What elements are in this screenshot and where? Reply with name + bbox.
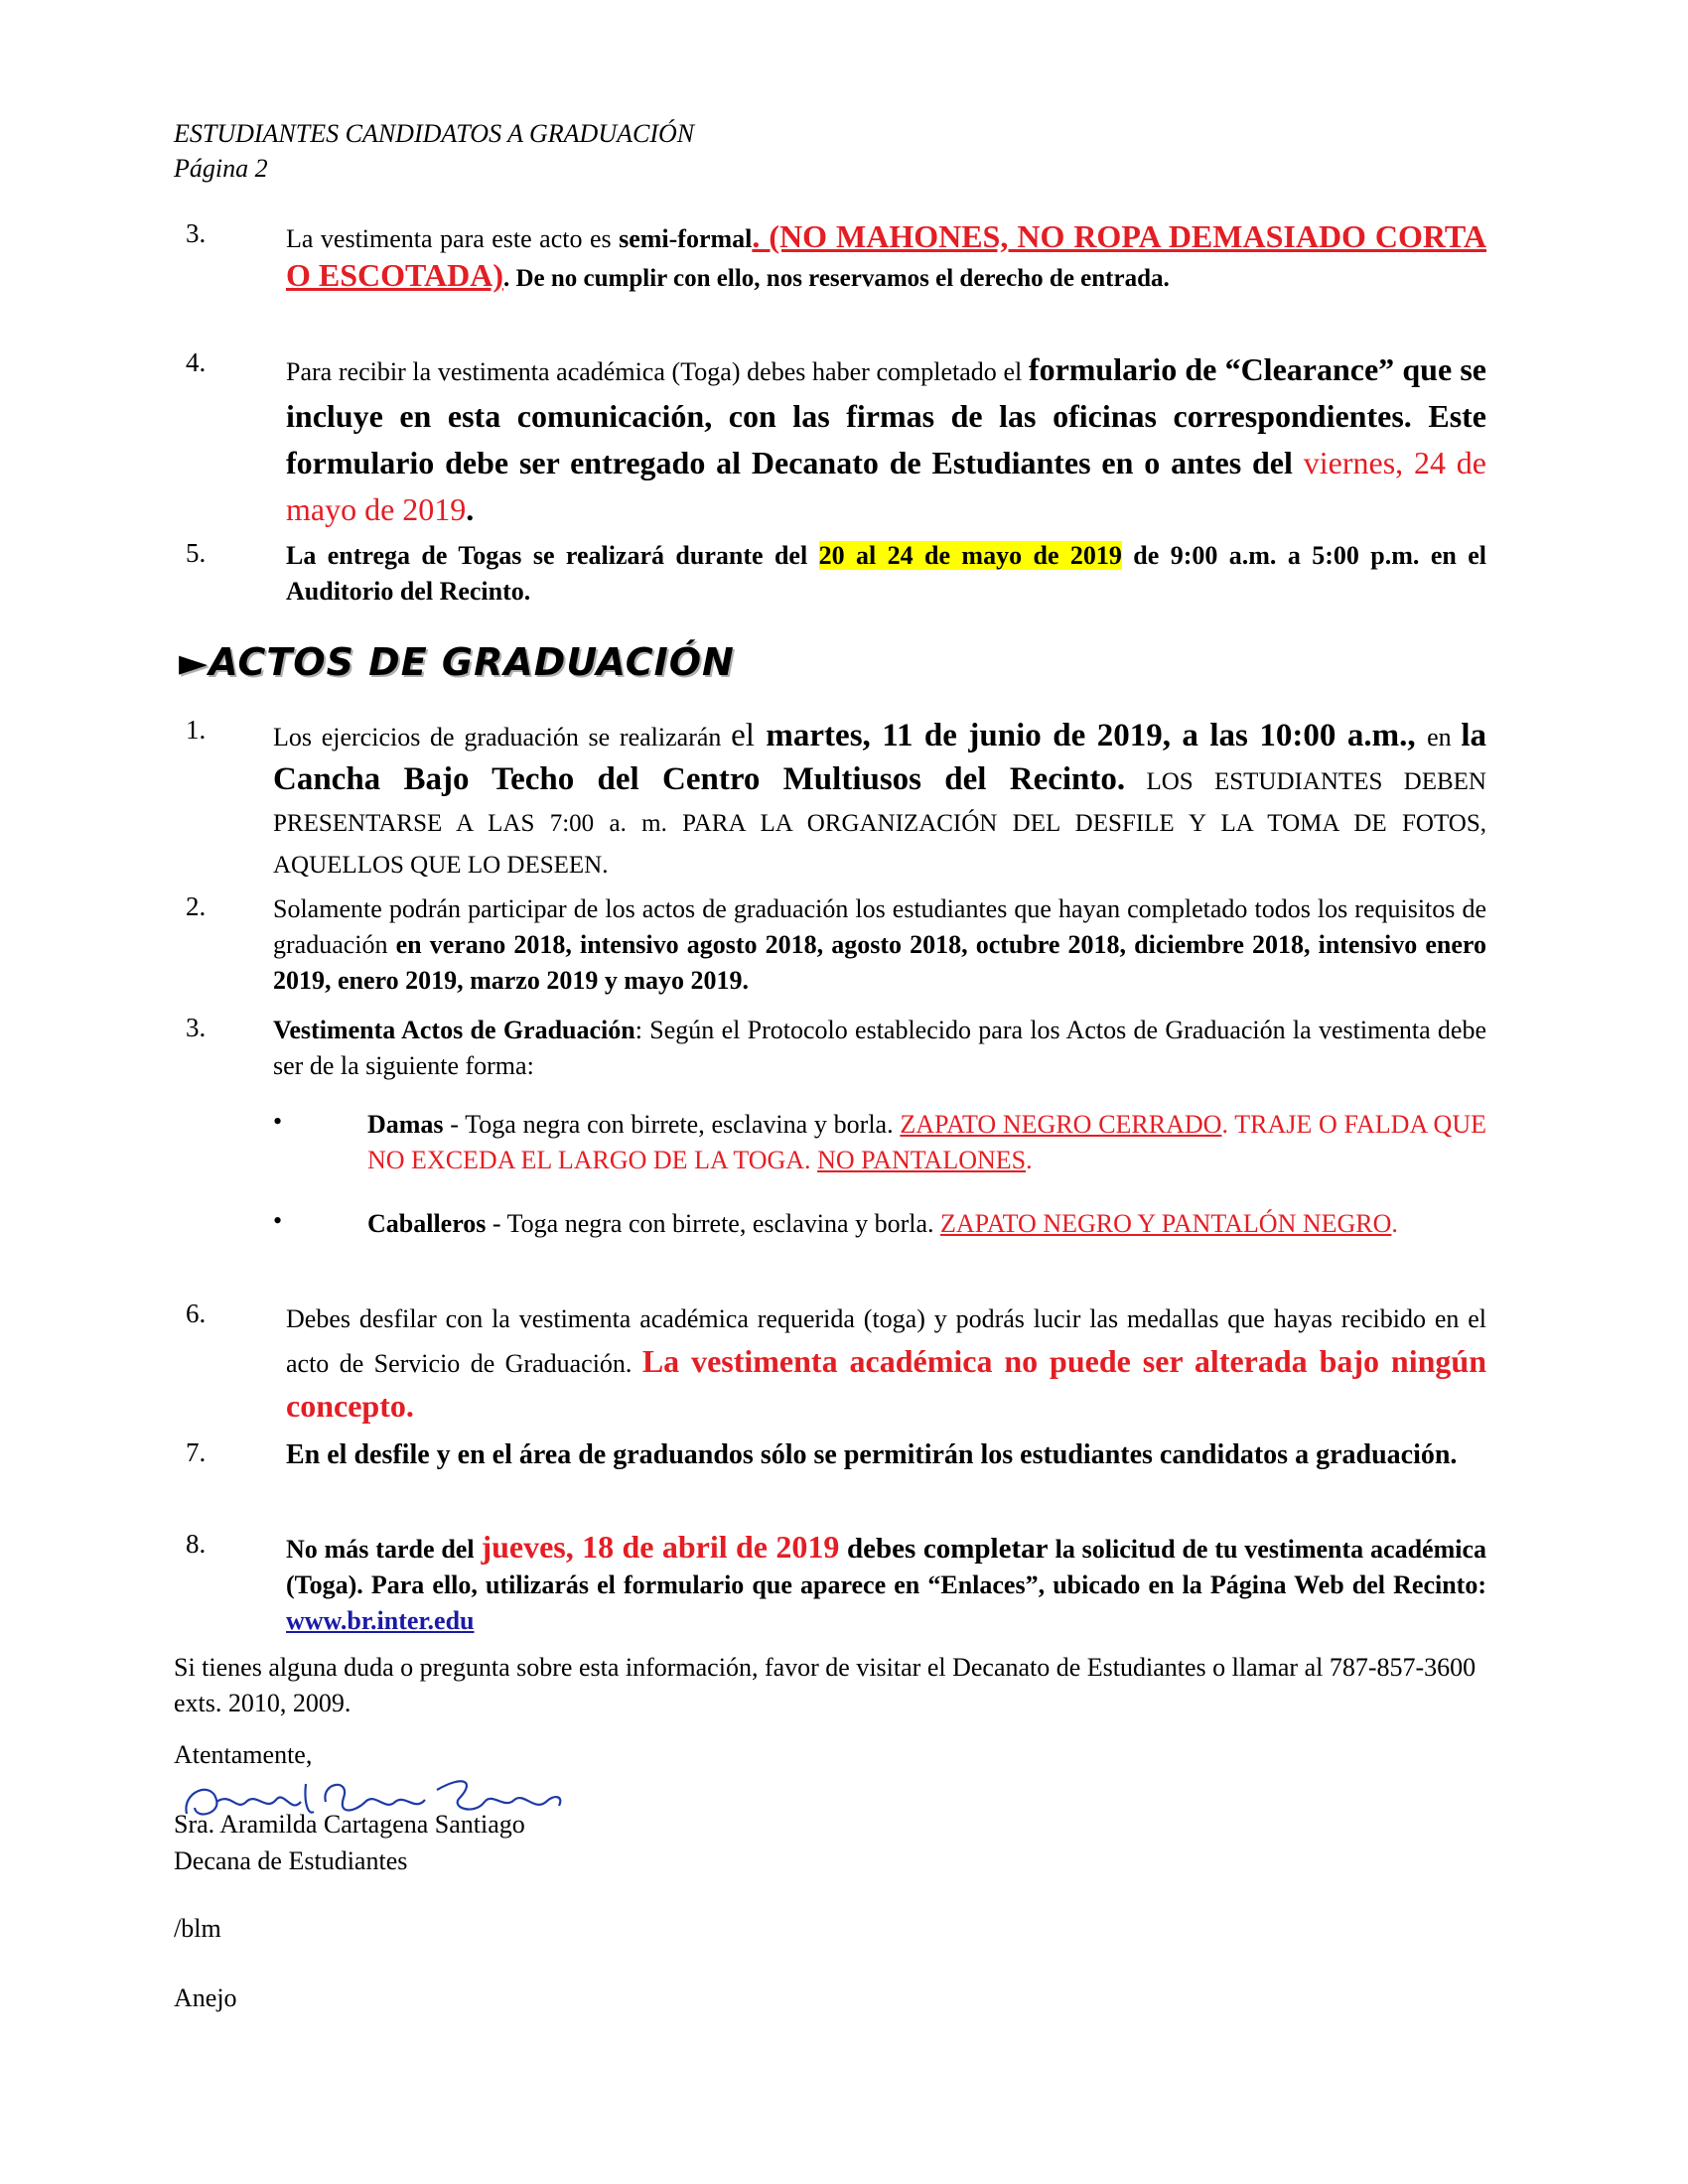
initials: /blm	[174, 1914, 221, 1943]
item-text-warning: NO PANTALONES	[817, 1146, 1027, 1174]
item-text-part: la solicitud de tu vestimenta académica (Toga). Para ello, utilizarás el formulario que aparece en “Enlaces”, ubicado en la Página Web del Recinto:	[286, 1535, 1486, 1599]
salutation: Atentamente,	[174, 1740, 313, 1769]
website-link[interactable]: www.br.inter.edu	[286, 1606, 475, 1635]
item-number: 6.	[186, 1298, 207, 1328]
item-text	[273, 715, 1486, 886]
item-text-bold: formulario de “Clearance” que se incluye en esta comunicación, con las firmas de las oficinas correspondientes. Este formulario debe ser entregado al Decanato de Estudiantes en o antes del	[286, 351, 1487, 480]
item-text-bold: semi-formal	[619, 224, 753, 253]
list-item	[174, 1437, 1486, 1517]
item-text-part: : Según el Protocolo establecido para los Actos de Graduación la vestimenta debe ser de la siguiente forma:	[273, 1016, 1487, 1080]
item-highlighted-dates: 20 al 24 de mayo de 2019	[818, 541, 1122, 570]
list-item	[174, 218, 1486, 338]
list-item	[174, 347, 1486, 526]
item-text	[286, 1298, 1486, 1430]
item-text	[273, 891, 1486, 999]
item-text-part: .	[466, 491, 475, 527]
header-title: ESTUDIANTES CANDIDATOS A GRADUACIÓN	[174, 119, 695, 148]
item-text-part: Debes desfilar con la vestimenta académica requerida (toga) y podrás lucir las medallas que hayas recibido en el acto de Servicio de Graduación.	[286, 1304, 1486, 1378]
item-text-part: - Toga negra con birrete, esclavina y borla.	[443, 1110, 901, 1139]
bullet-name: Damas	[367, 1110, 444, 1139]
item-text-red: .	[1026, 1146, 1033, 1174]
item-deadline: viernes, 24 de mayo de 2019	[286, 445, 1487, 527]
item-text-bold: la Cancha Bajo Techo del Centro Multiusos del Recinto.	[273, 718, 1486, 797]
item-text-part: de 9:00 a.m. a 5:00 p.m. en el Auditorio del Recinto.	[286, 541, 1486, 606]
item-text-warning: ZAPATO NEGRO Y PANTALÓN NEGRO	[940, 1209, 1392, 1238]
item-text-part: Los ejercicios de graduación se realizarán	[273, 723, 732, 751]
item-text	[367, 1107, 1486, 1178]
item-text-part: debes completar	[839, 1533, 1055, 1565]
closing-question: Si tienes alguna duda o pregunta sobre esta información, favor de visitar el Decanato de Estudiantes o llamar al 787-857-3600 exts. 2010, 2009.	[174, 1653, 1477, 1717]
list-item	[174, 715, 1486, 884]
signer-title: Decana de Estudiantes	[174, 1846, 408, 1875]
item-number: 4.	[186, 347, 207, 377]
bullet-icon: •	[273, 1107, 283, 1136]
item-text-warning: . (NO MAHONES, NO ROPA DEMASIADO CORTA O ESCOTADA)	[286, 218, 1486, 293]
item-text	[286, 538, 1486, 610]
item-text-part: La entrega de Togas se realizará durante del	[286, 541, 819, 570]
item-text-part: Solamente podrán participar de los actos de graduación los estudiantes que hayan completado todos los requisitos de graduación	[273, 894, 1486, 959]
item-text-part: No más tarde del	[286, 1535, 482, 1564]
item-number: 3.	[186, 218, 207, 248]
item-number: 7.	[186, 1437, 207, 1467]
item-text-caps: LOS ESTUDIANTES DEBEN PRESENTARSE A LAS 7:00 a. m. PARA LA ORGANIZACIÓN DEL DESFILE Y LA TOMA DE FOTOS, AQUELLOS QUE LO DESEEN.	[273, 768, 1486, 879]
item-text	[286, 1529, 1486, 1639]
item-number: 3.	[186, 1013, 207, 1042]
item-text	[286, 218, 1486, 297]
item-text	[286, 1437, 1486, 1473]
list-item	[174, 1013, 1486, 1092]
bullet-icon: •	[273, 1206, 283, 1235]
item-text	[367, 1206, 1486, 1242]
header-page-number: Página 2	[174, 154, 268, 183]
item-text-part: el	[731, 718, 767, 753]
section-title: ACTOS DE GRADUACIÓN	[209, 640, 735, 684]
item-text-warning: La vestimenta académica no puede ser alterada bajo ningún concepto.	[286, 1343, 1487, 1424]
item-deadline: jueves, 18 de abril de 2019	[481, 1529, 840, 1565]
arrow-icon: ►	[179, 640, 210, 684]
item-text-bold: Vestimenta Actos de Graduación	[273, 1016, 635, 1044]
item-text-part: - Toga negra con birrete, esclavina y borla.	[486, 1209, 940, 1238]
item-text	[286, 347, 1486, 534]
item-text-part: en	[1427, 723, 1462, 751]
item-text-bold: en verano 2018, intensivo agosto 2018, agosto 2018, octubre 2018, diciembre 2018, intensivo enero 2019, enero 2019, marzo 2019 y mayo 2019.	[273, 930, 1486, 995]
item-text-part: La vestimenta para este acto es	[286, 224, 620, 253]
list-item	[174, 538, 1486, 617]
list-item	[174, 891, 1486, 1001]
list-item	[174, 1298, 1486, 1428]
bullet-item	[174, 1107, 1486, 1186]
item-text	[273, 1013, 1486, 1084]
item-number: 1.	[186, 715, 207, 745]
bullet-item	[174, 1206, 1486, 1286]
item-number: 8.	[186, 1529, 207, 1559]
item-text-red: . TRAJE O FALDA QUE NO EXCEDA EL LARGO DE LA TOGA.	[367, 1110, 1486, 1174]
item-text-red: .	[1391, 1209, 1398, 1238]
signer-name: Sra. Aramilda Cartagena Santiago	[174, 1810, 525, 1839]
attachment-note: Anejo	[174, 1983, 237, 2012]
item-number: 2.	[186, 891, 207, 921]
item-text-bold: . De no cumplir con ello, nos reservamos el derecho de entrada.	[502, 265, 1170, 292]
list-item	[174, 1529, 1486, 1648]
item-text-bold: martes, 11 de junio de 2019, a las 10:00 a.m.,	[766, 718, 1428, 753]
item-text-bold: En el desfile y en el área de graduandos sólo se permitirán los estudiantes candidatos a graduación.	[286, 1439, 1458, 1470]
item-number: 5.	[186, 538, 207, 568]
bullet-name: Caballeros	[367, 1209, 487, 1238]
item-text-part: Para recibir la vestimenta académica (Toga) debes haber completado el	[286, 357, 1029, 386]
item-text-warning: ZAPATO NEGRO CERRADO	[900, 1110, 1222, 1139]
section-heading	[179, 640, 735, 684]
